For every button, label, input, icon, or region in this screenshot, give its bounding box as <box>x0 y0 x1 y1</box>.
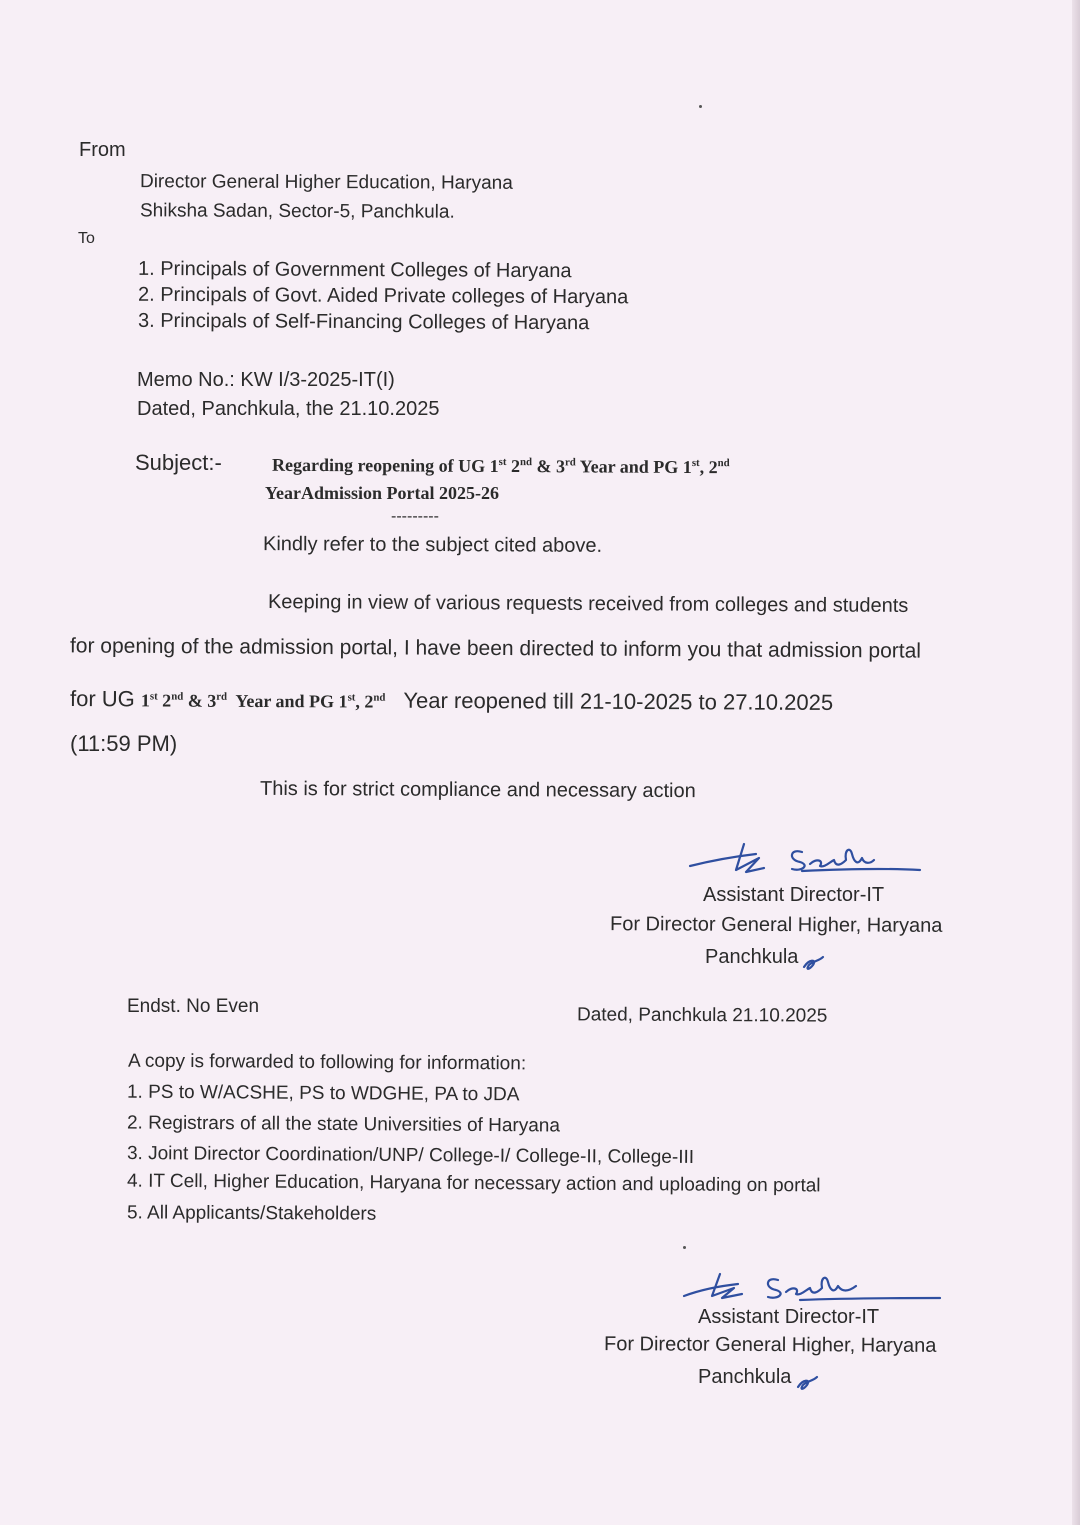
signature-1-designation: Assistant Director-IT <box>703 884 885 906</box>
endorsement-label: Endst. No Even <box>127 996 260 1017</box>
to-label: To <box>78 230 95 247</box>
endorsement-date: Dated, Panchkula 21.10.2025 <box>576 1004 828 1027</box>
body-paragraph-2-line-4: (11:59 PM) <box>70 731 178 756</box>
from-office: Director General Higher Education, Haryana <box>139 171 513 194</box>
signature-1-image <box>684 838 924 883</box>
from-address: Shiksha Sadan, Sector-5, Panchkula. <box>139 200 455 223</box>
subject-divider: --------- <box>391 508 439 525</box>
memo-date: Dated, Panchkula, the 21.10.2025 <box>137 398 440 420</box>
body-paragraph-2-line-2: for opening of the admission portal, I have been directed to inform you that admission portal <box>69 634 922 663</box>
recipient-item-2: 2. Principals of Govt. Aided Private colleges of Haryana <box>137 283 629 309</box>
recipient-item-1: 1. Principals of Government Colleges of Haryana <box>137 257 572 283</box>
paper-edge-shadow <box>1072 0 1080 1525</box>
from-label: From <box>79 139 126 161</box>
body-paragraph-2-line-1: Keeping in view of various requests received from colleges and students <box>267 591 909 617</box>
recipient-item-3: 3. Principals of Self-Financing Colleges of Haryana <box>137 309 590 335</box>
endorsement-item-2: 2. Registrars of all the state Universities of Haryana <box>126 1112 561 1137</box>
signature-2-for: For Director General Higher, Haryana <box>603 1333 937 1357</box>
endorsement-item-4: 4. IT Cell, Higher Education, Haryana for necessary action and uploading on portal <box>126 1170 821 1197</box>
speck-mark-2 <box>683 1246 686 1249</box>
endorsement-intro: A copy is forwarded to following for information: <box>127 1050 527 1075</box>
memo-number: Memo No.: KW I/3-2025-IT(I) <box>137 369 395 391</box>
initials-mark-1 <box>801 953 825 973</box>
signature-2-image <box>680 1268 945 1310</box>
body-paragraph-3: This is for strict compliance and necessary action <box>259 777 696 803</box>
signature-2-designation: Assistant Director-IT <box>698 1306 880 1328</box>
speck-mark <box>699 105 702 108</box>
endorsement-item-1: 1. PS to W/ACSHE, PS to WDGHE, PA to JDA <box>126 1081 520 1106</box>
subject-line-2: YearAdmission Portal 2025-26 <box>265 483 499 503</box>
endorsement-item-3: 3. Joint Director Coordination/UNP/ College-I/ College-II, College-III <box>126 1143 695 1168</box>
signature-1-place: Panchkula <box>705 946 799 968</box>
signature-2-place: Panchkula <box>698 1366 792 1388</box>
initials-mark-2 <box>795 1373 819 1393</box>
body-paragraph-1: Kindly refer to the subject cited above. <box>262 533 603 557</box>
signature-1-for: For Director General Higher, Haryana <box>609 913 943 937</box>
body-paragraph-2-line-3: for UG 1st 2nd & 3rd Year and PG 1st, 2nd Year reopened till 21-10-2025 to 27.10.2025 <box>69 686 834 715</box>
subject-label: Subject:- <box>135 450 222 475</box>
endorsement-item-5: 5. All Applicants/Stakeholders <box>126 1202 377 1225</box>
subject-line-1: Regarding reopening of UG 1st 2nd & 3rd Year and PG 1st, 2nd <box>271 454 730 478</box>
